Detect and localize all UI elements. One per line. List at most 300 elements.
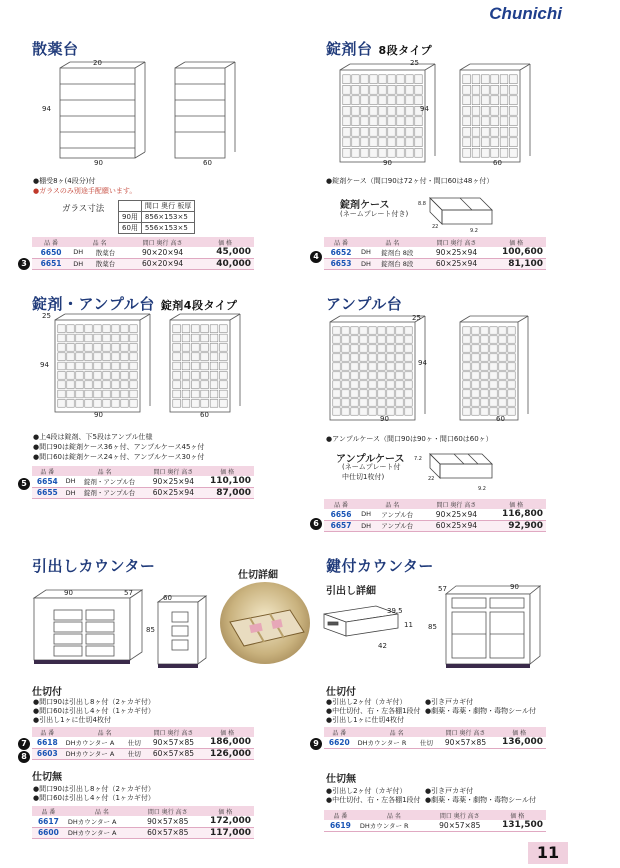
case-cell [360,381,367,388]
kagi-with-note-r1: ●引き戸カギ付 [425,698,474,706]
case-cell [472,345,479,352]
case-cell [201,371,209,379]
case-cell [387,345,394,352]
product-price: 110,100 [210,476,251,487]
case-cell [369,408,376,415]
case-cell [405,345,412,352]
case-cell [112,390,119,398]
case-cell [378,336,385,343]
product-option: 仕切 [419,738,433,747]
case-cell [121,334,128,342]
case-cell [481,354,488,361]
case-cell [182,325,190,333]
product-price: 126,000 [210,748,251,759]
case-cell [210,353,218,361]
case-cell [463,408,470,415]
amp-dim-h: 94 [418,359,427,367]
product-price: 40,000 [216,258,251,269]
product-name: DHカウンター A [65,738,115,747]
case-cell [67,371,74,379]
case-cell [201,325,209,333]
case-cell [173,362,181,370]
hikidashi-drawing [30,588,230,673]
case-cell [342,363,349,370]
case-cell [396,327,403,334]
case-cell [463,138,471,147]
case-cell [397,127,404,136]
case-cell [490,336,497,343]
case-cell [182,334,190,342]
case-cell [490,354,497,361]
product-name: アンプル台 [381,510,414,519]
sanyaku-drawing [40,58,240,168]
case-cell [94,334,101,342]
col-dims: 間口 奥行 高さ [147,727,201,737]
ampule-jozai-drawing [45,312,255,417]
kagi-with-note-1: ●引出し2ヶ付（カギ付） [326,698,407,706]
case-cell [333,345,340,352]
case-cell [463,354,470,361]
case-cell [85,381,92,389]
kagi-without-note-r1: ●引き戸カギ付 [425,787,474,795]
case-cell [76,325,83,333]
case-cell [130,343,137,351]
case-cell [112,334,119,342]
product-code: 6619 [329,820,351,830]
case-cell [463,381,470,388]
case-cell [379,117,386,126]
kagi-with-note-3: ●引出し1ヶに仕切4枚付 [326,716,405,724]
product-price: 131,500 [502,820,543,831]
case-cell [360,354,367,361]
case-cell [361,148,368,157]
case-cell [94,381,101,389]
case-cell [191,399,199,407]
case-cell [361,75,368,84]
case-cell [463,372,470,379]
product-name: DHカウンター R [357,738,407,747]
case-cell [103,371,110,379]
product-series: DH [73,248,84,257]
case-cell [182,399,190,407]
hikidashi-title: 引出しカウンター [32,557,156,575]
case-cell [219,399,227,407]
case-cell [463,399,470,406]
product-name: DHカウンター A [65,750,115,758]
case-cell [219,353,227,361]
case-cell [370,106,377,115]
ampule-title: アンプル台 [326,295,403,313]
case-cell [509,127,517,136]
table-row [32,476,254,487]
col-dims: 間口 奥行 高さ [129,237,196,247]
case-cell [379,75,386,84]
table-row [324,737,546,748]
case-cell [509,96,517,105]
product-price: 116,800 [502,509,543,520]
case-cell [103,343,110,351]
case-cell [210,362,218,370]
case-cell [378,327,385,334]
product-option [424,820,431,831]
case-cell [406,96,413,105]
product-series: DH [65,488,76,497]
case-cell [219,371,227,379]
case-cell [463,106,471,115]
case-cell [210,390,218,398]
product-option [132,816,139,827]
table-row [32,487,254,498]
sanyaku-dim-w: 90 [94,159,103,167]
table-row [32,258,254,269]
page-number: 11 [528,842,568,864]
case-cell [490,345,497,352]
product-dims: 90×57×85 [444,737,487,747]
glass-row-value: 556×153×5 [141,223,194,234]
case-cell [387,372,394,379]
case-cell [58,343,65,351]
case-cell [94,399,101,407]
col-hinmei: 品 名 [355,727,439,737]
case-cell [500,85,508,94]
jozai-drawing [330,60,550,170]
case-cell [397,106,404,115]
case-cell [103,381,110,389]
case-cell [219,362,227,370]
case-cell [472,106,480,115]
case-cell [112,371,119,379]
col-dims: 間口 奥行 高さ [431,810,489,820]
case-cell [499,381,506,388]
case-cell [360,336,367,343]
case-cell [360,372,367,379]
case-cell [103,334,110,342]
case-cell [406,148,413,157]
case-cell [76,353,83,361]
col-hinban: 品 番 [324,499,358,509]
case-cell [210,381,218,389]
case-cell [67,353,74,361]
table-row [324,520,546,531]
case-cell [378,372,385,379]
case-cell [491,117,499,126]
case-cell [121,390,128,398]
case-cell [463,390,470,397]
case-cell [191,353,199,361]
product-price: 87,000 [216,487,251,498]
case-cell [369,381,376,388]
case-cell [112,325,119,333]
case-cell [379,148,386,157]
col-price: 価 格 [200,727,254,737]
case-cell [415,117,422,126]
badge-7: 7 [18,738,30,750]
kagi-without-note-1: ●引出し2ヶ付（カギ付） [326,787,407,795]
kagi-dim-h: 85 [428,623,437,631]
product-code: 6653 [330,259,352,268]
case-cell [130,362,137,370]
case-cell [333,372,340,379]
case-cell [85,343,92,351]
case-cell [500,75,508,84]
case-cell [351,372,358,379]
case-cell [342,390,349,397]
case-cell [472,327,479,334]
case-cell [76,381,83,389]
badge-6: 6 [310,518,322,530]
case-cell [472,408,479,415]
hk-with-note-1: ●間口90は引出し8ヶ付（2ヶカギ付） [33,698,155,706]
case-cell [463,75,471,84]
product-dims: 90×57×85 [147,816,189,826]
case-cell [508,390,515,397]
case-cell [490,363,497,370]
case-cell [463,96,471,105]
jozai-dim-w: 90 [383,159,392,167]
case-cell [472,127,480,136]
case-cell [481,127,489,136]
case-cell [508,372,515,379]
case-cell [67,343,74,351]
case-cell [351,408,358,415]
product-code: 6617 [37,816,59,826]
case-cell [173,343,181,351]
case-cell [499,390,506,397]
product-code: 6655 [36,488,58,497]
product-code: 6652 [330,247,352,257]
case-cell [173,325,181,333]
amp-case-dim-b: 22 [428,476,435,482]
case-cell [67,399,74,407]
hk-with-note-2: ●間口60は引出し4ヶ付（1ヶカギ付） [33,707,155,715]
case-grid [463,327,515,415]
case-cell [481,75,489,84]
case-cell [509,106,517,115]
case-cell [481,106,489,115]
case-cell [130,381,137,389]
case-cell [499,372,506,379]
product-name: アンプル台 [381,522,414,530]
case-cell [85,399,92,407]
case-cell [481,117,489,126]
case-cell [219,325,227,333]
case-cell [210,371,218,379]
amp-dim-w: 90 [380,415,389,423]
kagi-drawing [440,584,550,670]
case-cell [463,336,470,343]
case-cell [76,371,83,379]
case-cell [508,399,515,406]
case-cell [67,390,74,398]
case-grid [343,75,422,157]
aj-dim-h: 94 [40,361,49,369]
case-cell [112,343,119,351]
kagi-drawer-dim-c: 42 [378,642,387,650]
aj-dim-w2: 60 [200,411,209,419]
jozai-case-dim-b: 22 [432,224,439,230]
case-cell [370,75,377,84]
case-cell [210,325,218,333]
case-cell [387,363,394,370]
case-cell [406,117,413,126]
product-price: 45,000 [216,247,251,258]
case-cell [405,327,412,334]
case-cell [491,85,499,94]
product-option [132,827,139,838]
case-cell [58,334,65,342]
case-cell [201,390,209,398]
jozai-note-1: ●錠剤ケース（間口90は72ヶ付・間口60は48ヶ付） [326,177,494,185]
col-hinmei: 品 名 [65,806,139,816]
case-cell [58,390,65,398]
case-cell [361,117,368,126]
case-cell [370,127,377,136]
jozai-dim-w2: 60 [493,159,502,167]
case-cell [76,362,83,370]
kagi-drawer-dim-a: 39.5 [387,607,403,615]
case-cell [405,408,412,415]
product-price: 186,000 [210,737,251,748]
product-name: DHカウンター A [67,817,117,826]
case-cell [481,399,488,406]
case-cell [472,117,480,126]
case-cell [333,408,340,415]
case-cell [351,336,358,343]
case-cell [76,390,83,398]
case-cell [352,96,359,105]
case-cell [201,343,209,351]
case-cell [343,117,350,126]
col-hinban: 品 番 [324,727,355,737]
case-cell [342,336,349,343]
product-series: DH [361,248,371,257]
case-cell [379,106,386,115]
case-cell [173,381,181,389]
case-cell [481,363,488,370]
case-grid [463,75,517,157]
jozai-subtitle: 8段タイプ [378,44,433,57]
case-cell [191,381,199,389]
case-cell [351,381,358,388]
case-cell [351,399,358,406]
case-cell [85,325,92,333]
case-cell [491,96,499,105]
badge-8: 8 [18,751,30,763]
case-cell [201,362,209,370]
product-code: 6657 [330,521,352,530]
case-cell [463,127,471,136]
case-cell [370,96,377,105]
case-cell [360,390,367,397]
amp-note-1: ●アンプルケース（間口90は90ヶ・間口60は60ヶ） [326,435,493,443]
case-cell [405,390,412,397]
case-cell [94,390,101,398]
case-cell [370,148,377,157]
case-cell [103,353,110,361]
case-cell [396,399,403,406]
ampule-jozai-title-text: 錠剤・アンプル台 [32,295,155,313]
case-cell [500,106,508,115]
jozai-price-table [324,237,546,270]
case-cell [121,371,128,379]
product-dims: 90×57×85 [152,737,195,747]
case-cell [397,117,404,126]
case-cell [490,372,497,379]
case-cell [490,399,497,406]
jozai-title [326,38,432,59]
case-cell [472,138,480,147]
case-cell [58,353,65,361]
case-cell [201,381,209,389]
sanyaku-dim-w2: 60 [203,159,212,167]
kagi-title: 鍵付カウンター [326,557,434,575]
case-cell [388,106,395,115]
product-code: 6603 [36,749,58,758]
product-dims: 60×57×85 [152,749,195,758]
kagi-without-price-table [324,810,546,832]
col-price: 価 格 [489,810,546,820]
product-dims: 60×20×94 [141,259,184,268]
case-cell [343,127,350,136]
case-cell [219,334,227,342]
col-price: 価 格 [197,806,254,816]
case-cell [405,336,412,343]
case-cell [509,75,517,84]
case-cell [343,106,350,115]
col-hinban: 品 番 [32,237,70,247]
table-row [32,827,254,838]
case-cell [397,75,404,84]
case-cell [103,390,110,398]
glass-row-value: 856×153×5 [141,212,194,223]
case-cell [396,363,403,370]
case-cell [463,148,471,157]
glass-head: 間口 奥行 板厚 [141,201,194,212]
case-cell [191,390,199,398]
case-cell [352,148,359,157]
case-cell [343,75,350,84]
product-dims: 90×57×85 [439,820,481,830]
case-cell [397,148,404,157]
case-cell [351,363,358,370]
product-name: 散薬台 [95,248,116,257]
case-cell [387,381,394,388]
case-cell [333,399,340,406]
case-cell [405,381,412,388]
case-cell [191,362,199,370]
col-hinmei: 品 名 [63,727,147,737]
col-price: 価 格 [486,237,546,247]
aj-note-2: ●間口90は錠剤ケース36ヶ付、アンプルケース45ヶ付 [33,443,205,451]
case-cell [379,96,386,105]
case-cell [351,354,358,361]
jozai-dim-d: 25 [410,59,419,67]
col-hinban: 品 番 [324,810,357,820]
hk-without-note-1: ●間口90は引出し8ヶ付（2ヶカギ付） [33,785,155,793]
case-cell [378,399,385,406]
case-cell [396,345,403,352]
sanyaku-title: 散薬台 [32,40,79,58]
case-cell [351,390,358,397]
case-cell [481,336,488,343]
case-cell [481,390,488,397]
case-cell [379,138,386,147]
case-cell [201,334,209,342]
col-hinban: 品 番 [32,806,65,816]
case-cell [379,127,386,136]
case-cell [103,325,110,333]
col-price: 価 格 [196,237,254,247]
